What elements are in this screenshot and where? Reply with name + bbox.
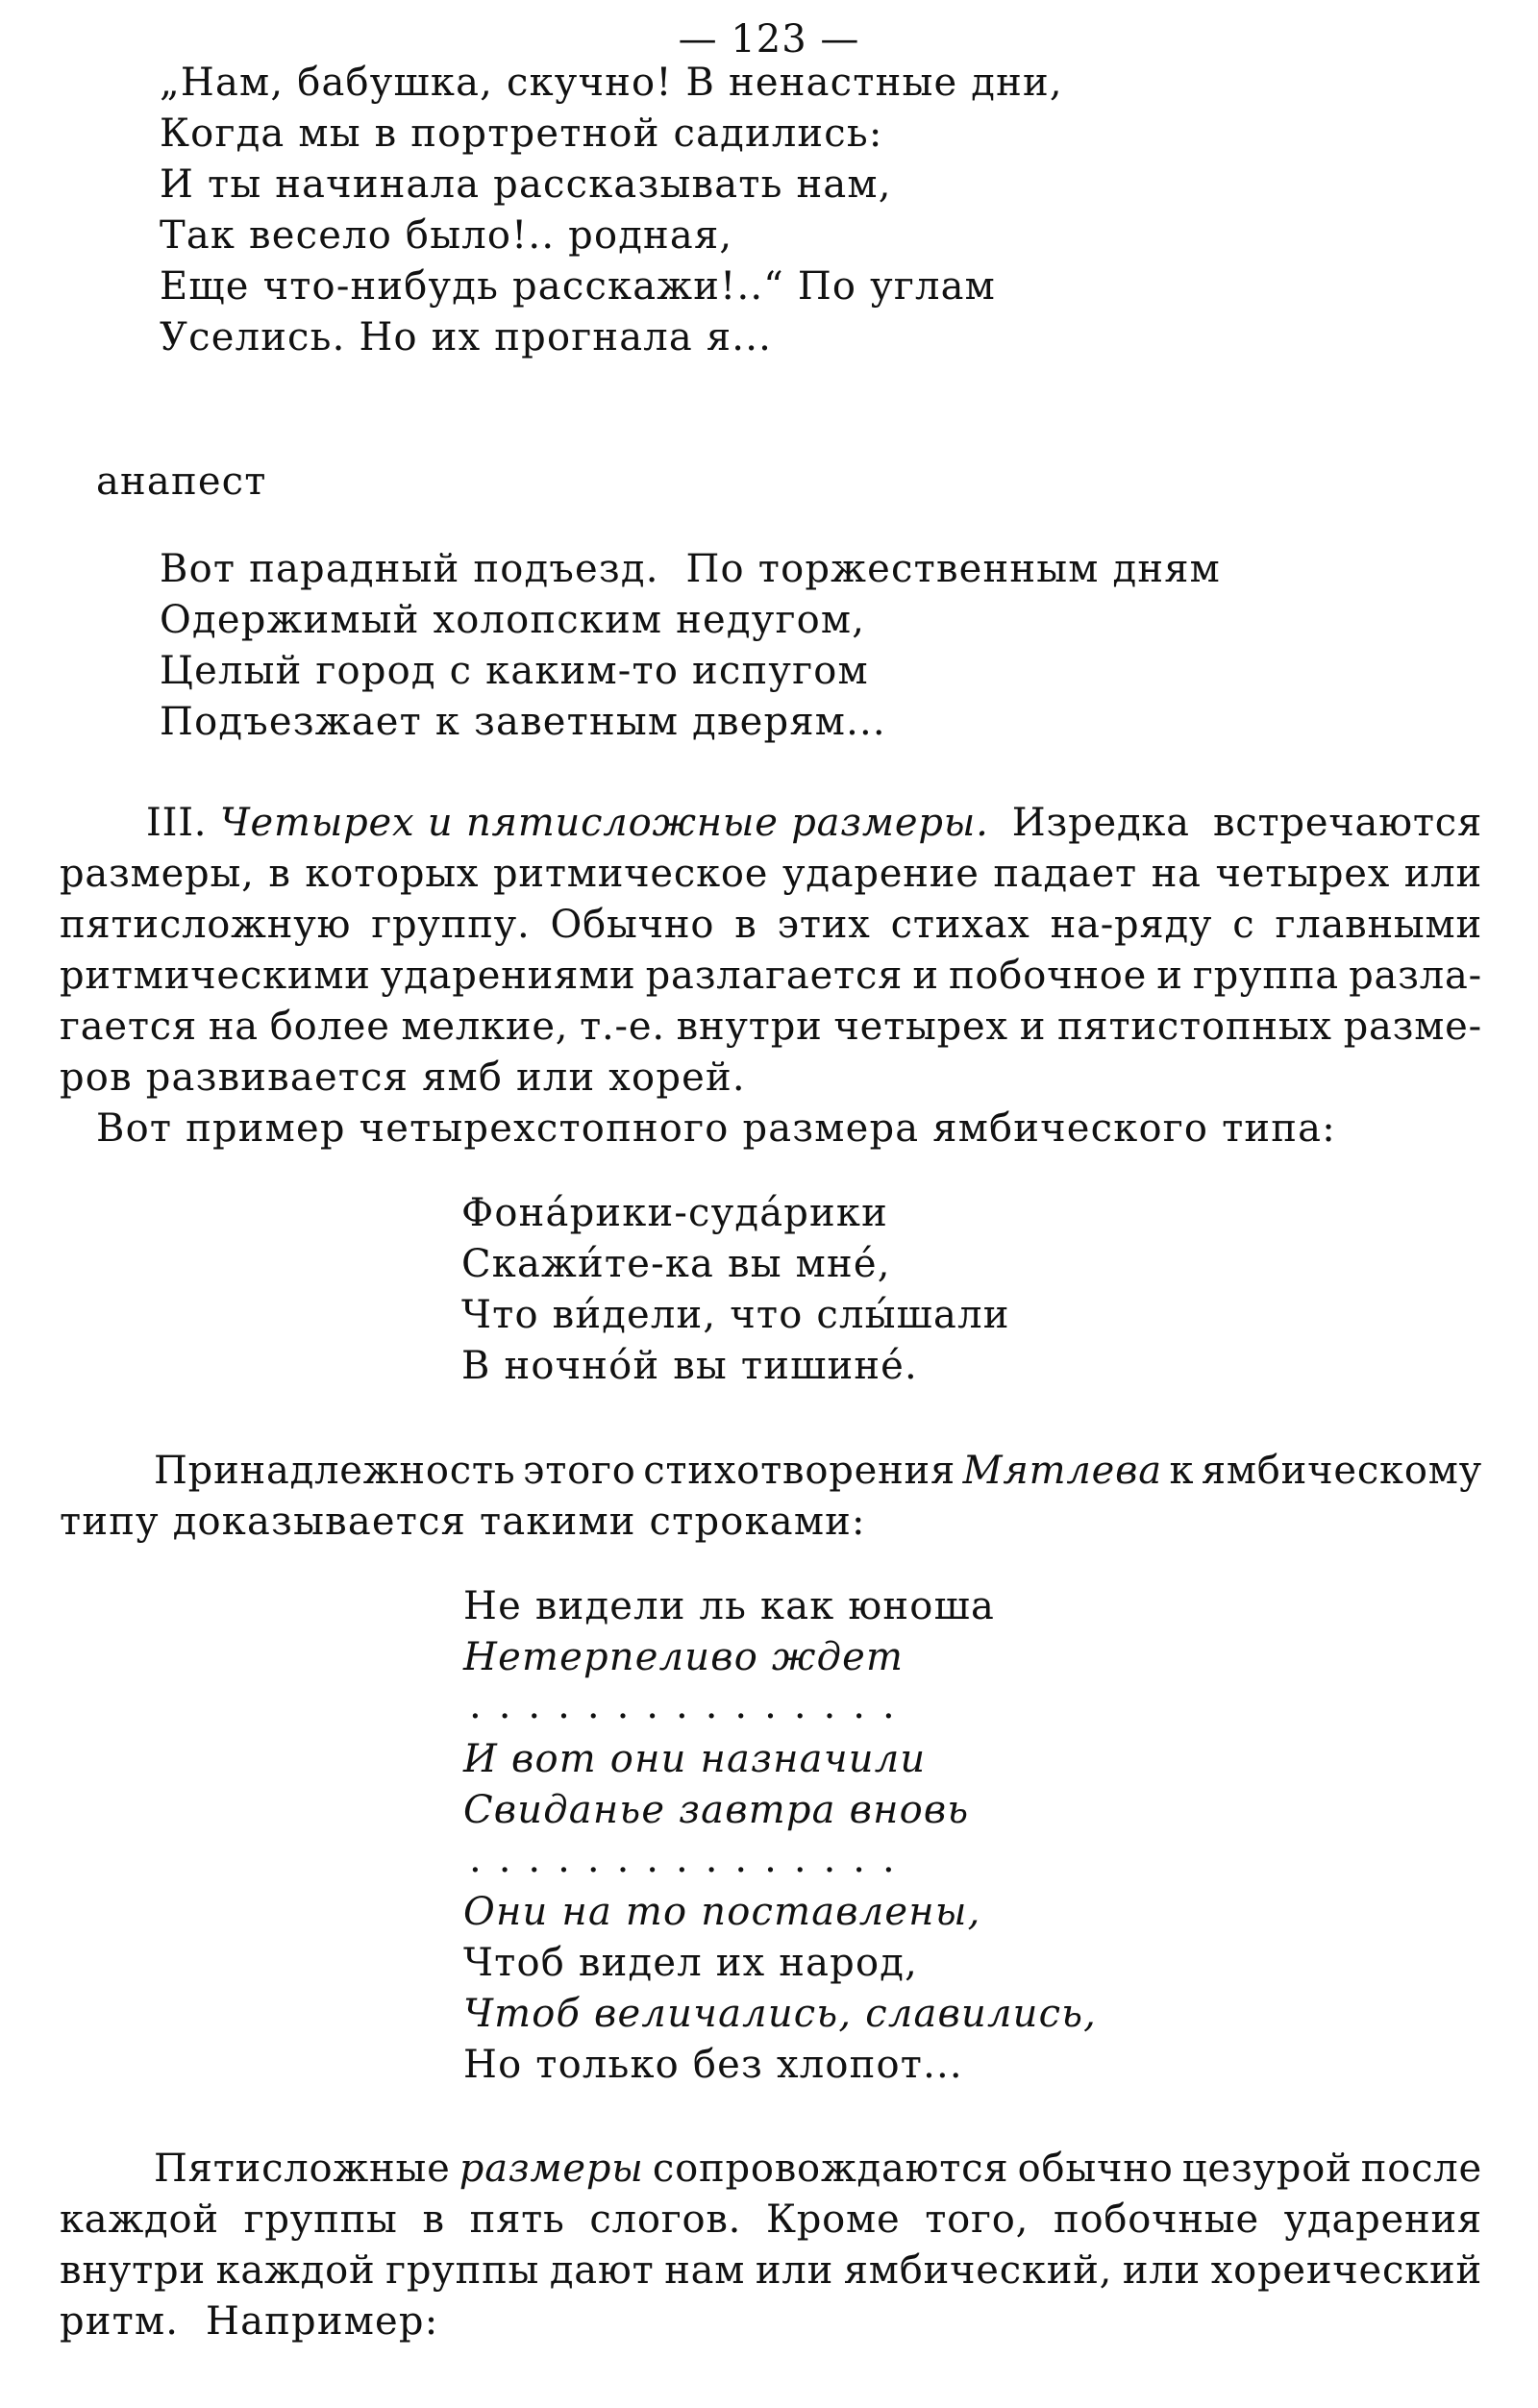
paragraph-line: Пятисложные размеры сопровождаются обычно цезурой после [154, 2147, 1482, 2191]
verse-line: Вот парадный подъезд. По торжественным дням [160, 547, 1221, 591]
verse-line: Свиданье завтра вновь [463, 1788, 970, 1832]
ellipsis-line: ............... [469, 1683, 912, 1727]
paragraph-line: пятисложную группу. Обычно в этих стихах на-ряду с главными [60, 903, 1482, 947]
verse-line: Фона́рики-суда́рики [461, 1191, 888, 1235]
verse-line: Целый город с каким-то испугом [160, 649, 869, 693]
verse-line: Уселись. Но их прогнала я... [160, 315, 773, 360]
meter-label: анапест [96, 459, 267, 504]
verse-line: Так весело было!.. родная, [160, 213, 733, 258]
section-title: Четырех и пятисложные размеры. [219, 801, 989, 845]
verse-line: Скажи́те-ка вы мне́, [461, 1242, 891, 1286]
paragraph-intro: Вот пример четырехстопного размера ямбического типа: [96, 1106, 1336, 1151]
verse-line: Чтоб видел их народ, [463, 1941, 919, 1985]
paragraph-line: III. Четырех и пятисложные размеры. Изредка встречаются [146, 798, 1482, 848]
paragraph-line: Принадлежность этого стихотворения Мятлева к ямбическому [154, 1446, 1482, 1496]
paragraph-line: гается на более мелкие, т.-е. внутри четырех и пятистопных разме- [60, 1005, 1482, 1049]
author-name: Мятлева [962, 1449, 1162, 1493]
verse-line: Они на то поставлены, [463, 1890, 981, 1934]
verse-line: „Нам, бабушка, скучно! В ненастные дни, [160, 61, 1063, 105]
verse-line: В ночно́й вы тишине́. [461, 1344, 918, 1388]
verse-line: И вот они назначили [463, 1737, 927, 1781]
verse-line: Нетерпеливо ждет [463, 1635, 905, 1679]
ellipsis-line: ............... [469, 1837, 912, 1881]
verse-line: Одержимый холопским недугом, [160, 598, 866, 642]
verse-line: Что ви́дели, что слы́шали [461, 1293, 1010, 1337]
paragraph-line: ритмическими ударениями разлагается и побочное и группа разла- [60, 954, 1482, 998]
verse-line: Чтоб величались, славились, [463, 1992, 1098, 2036]
paragraph-line: размеры, в которых ритмическое ударение падает на четырех или [60, 852, 1482, 896]
verse-line: Не видели ль как юноша [463, 1584, 996, 1628]
page-number: — 123 — [678, 17, 860, 62]
verse-line: И ты начинала рассказывать нам, [160, 162, 892, 207]
paragraph-line: каждой группы в пять слогов. Кроме того, побочные ударения [60, 2197, 1482, 2242]
verse-line: Когда мы в портретной садились: [160, 112, 883, 156]
paragraph-line: внутри каждой группы дают нам или ямбический, или хореический [60, 2248, 1482, 2293]
section-number: III. [146, 801, 208, 845]
verse-line: Но только без хлопот... [463, 2043, 963, 2087]
verse-line: Еще что-нибудь расскажи!..“ По углам [160, 264, 996, 309]
verse-line: Подъезжает к заветным дверям... [160, 700, 886, 744]
paragraph-line: ритм. Например: [60, 2299, 439, 2344]
paragraph-line: ров развивается ямб или хорей. [60, 1055, 746, 1100]
paragraph-line: типу доказывается такими строками: [60, 1500, 866, 1544]
